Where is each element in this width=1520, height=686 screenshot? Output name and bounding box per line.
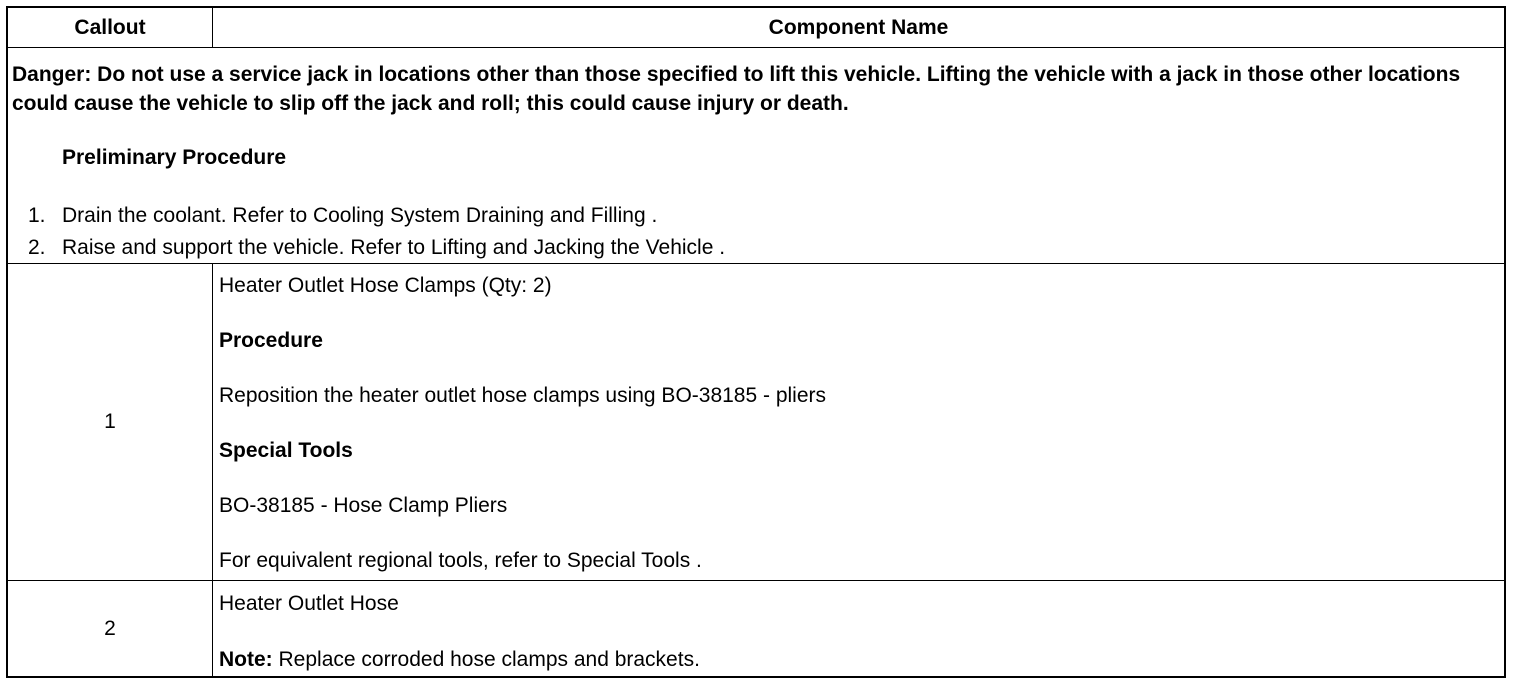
callout-number: 1 xyxy=(8,264,213,580)
step-text: Drain the coolant. Refer to Cooling System Draining and Filling . xyxy=(62,204,658,227)
note-text: Replace corroded hose clamps and brackets. xyxy=(272,648,700,671)
note-label: Note: xyxy=(219,648,273,671)
note-line xyxy=(219,648,700,672)
header-callout: Callout xyxy=(8,8,213,47)
step-number: 2. xyxy=(28,236,46,259)
step-text: Raise and support the vehicle. Refer to Lifting and Jacking the Vehicle . xyxy=(62,236,726,259)
table-row xyxy=(8,581,1504,676)
component-cell xyxy=(213,264,1504,580)
special-tools-label: Special Tools xyxy=(219,439,353,462)
preliminary-procedure-title: Preliminary Procedure xyxy=(62,146,287,169)
procedure-label: Procedure xyxy=(219,329,323,352)
preliminary-row xyxy=(8,48,1504,264)
table-header-row xyxy=(8,8,1504,48)
danger-warning: Danger: Do not use a service jack in locations other than those specified to lift this vehicle. Lifting the vehicle with a jack in those other locations could cause the vehicle to slip off the jack and roll; this could cause injury or death. xyxy=(12,63,1461,115)
callout-number: 2 xyxy=(8,581,213,676)
tools-note: For equivalent regional tools, refer to Special Tools . xyxy=(219,549,702,572)
header-component-name: Component Name xyxy=(768,15,949,39)
step-number: 1. xyxy=(28,204,46,227)
list-item xyxy=(28,232,725,264)
list-item xyxy=(28,200,725,232)
procedure-table xyxy=(6,6,1506,678)
component-name: Heater Outlet Hose Clamps (Qty: 2) xyxy=(219,274,552,297)
table-row xyxy=(8,264,1504,581)
component-name: Heater Outlet Hose xyxy=(219,592,399,615)
special-tool: BO-38185 - Hose Clamp Pliers xyxy=(219,494,508,517)
preliminary-steps xyxy=(28,200,725,264)
procedure-text: Reposition the heater outlet hose clamps using BO-38185 - pliers xyxy=(219,384,827,407)
component-cell xyxy=(213,581,1504,676)
